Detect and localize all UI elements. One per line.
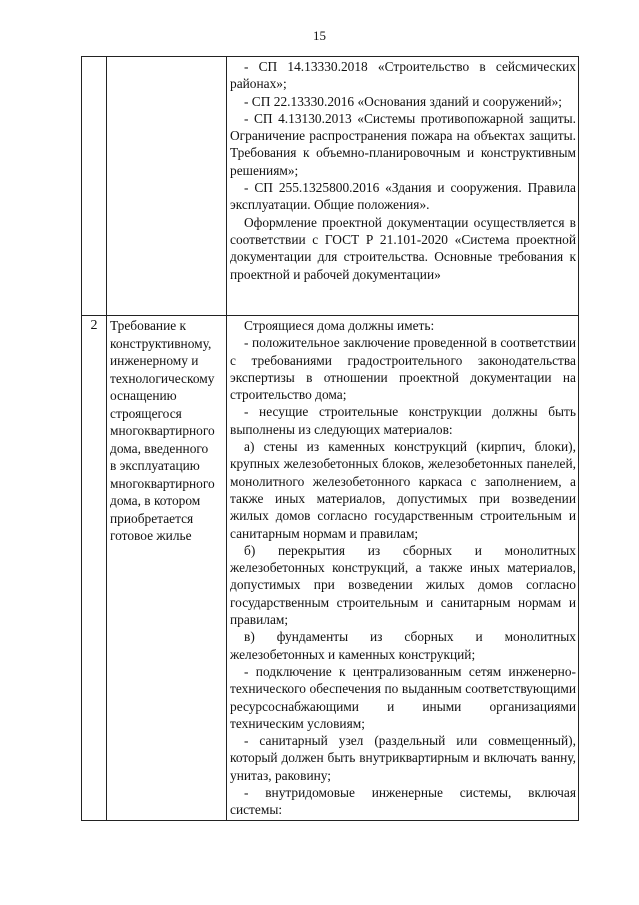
row-number-cell <box>82 57 107 316</box>
requirement-name-line: дома, введенного <box>110 440 209 456</box>
page-number: 15 <box>313 28 326 43</box>
paragraph: б) перекрытия из сборных и монолитных железобетонных конструкций, а также иных материалов, допустимых при возведении жилых домов согласно государственным строительным и санитарным нормам и правилам; <box>230 542 576 628</box>
requirement-text-cell <box>227 57 579 316</box>
requirement-name-line: Требование к <box>110 318 187 333</box>
paragraph: в) фундаменты из сборных и монолитных железобетонных и каменных конструкций; <box>230 629 576 662</box>
paragraph: Строящиеся дома должны иметь: <box>244 318 435 333</box>
requirement-text-cell <box>227 316 579 821</box>
paragraph: Оформление проектной документации осуществляется в соответствии с ГОСТ Р 21.101-2020 «Система проектной документации для строительства. Основные требования к проектной и рабочей документации» <box>230 214 576 282</box>
row-number-cell <box>82 316 107 821</box>
paragraph: - СП 14.13330.2018 «Строительство в сейсмических районах»; <box>230 59 576 92</box>
requirement-name-line: строящегося <box>110 405 182 421</box>
requirement-name-line: в эксплуатацию <box>110 458 200 473</box>
paragraph: - санитарный узел (раздельный или совмещенный), который должен быть внутриквартирным и включать ванну, унитаз, раковину; <box>230 733 576 783</box>
requirement-name-line: дома, в котором <box>110 493 201 508</box>
requirement-name-line: приобретается <box>110 510 194 526</box>
paragraph: - подключение к централизованным сетям инженерно-технического обеспечения по выданным соответствующими ресурсоснабжающими и иными организациями техническим условиям; <box>230 663 576 731</box>
requirement-name-cell <box>107 316 227 821</box>
requirement-name-line: инженерному и <box>110 353 199 368</box>
row-number <box>82 57 106 59</box>
paragraph: - СП 4.13130.2013 «Системы противопожарной защиты. Ограничение распространения пожара на объектах защиты. Требования к объемно-планировочным и конструктивным решениям»; <box>230 110 576 178</box>
row-number: 2 <box>90 318 98 333</box>
requirement-name-line: технологическому <box>110 370 215 386</box>
requirement-name-line: многоквартирного <box>110 475 215 491</box>
paragraph: - СП 255.1325800.2016 «Здания и сооружения. Правила эксплуатации. Общие положения». <box>230 180 576 213</box>
requirement-name-line: конструктивному, <box>110 335 212 351</box>
table-row <box>82 316 579 821</box>
paragraph: - внутридомовые инженерные системы, включая системы: <box>230 785 576 818</box>
requirement-name-line: оснащению <box>110 388 177 403</box>
requirement-name-cell <box>107 57 227 316</box>
paragraph: - несущие строительные конструкции должны быть выполнены из следующих материалов: <box>230 404 576 437</box>
table-row <box>82 57 579 316</box>
requirements-table <box>81 56 579 821</box>
paragraph: - положительное заключение проведенной в соответствии с требованиями градостроительного законодательства экспертизы в отношении проектной документации на строительство дома; <box>230 335 576 403</box>
requirement-name-line: готовое жилье <box>110 528 192 543</box>
paragraph: - СП 22.13330.2016 «Основания зданий и сооружений»; <box>244 93 563 109</box>
paragraph: а) стены из каменных конструкций (кирпич, блоки), крупных железобетонных блоков, железобетонных панелей, монолитного железобетонного каркаса с заполнением, а также иных материалов, допустимых при возведении жилых домов согласно государственным строительным и санитарным нормам и правилам; <box>230 439 576 541</box>
requirement-name-line: многоквартирного <box>110 423 215 438</box>
